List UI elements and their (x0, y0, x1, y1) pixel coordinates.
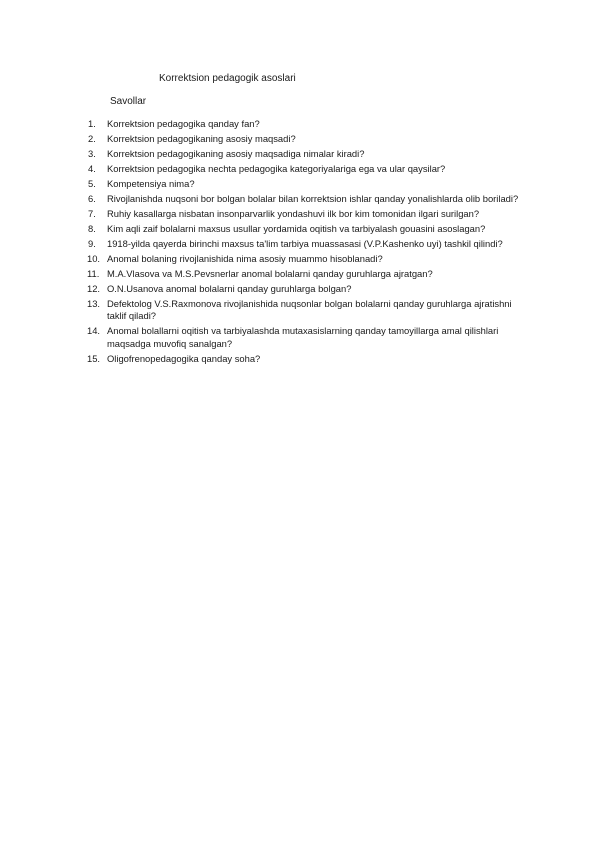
list-item-number: 8. (88, 223, 96, 234)
list-item (0, 193, 519, 205)
list-item-number: 15. (87, 352, 101, 364)
list-item-number: 6. (88, 193, 96, 204)
list-item (0, 238, 519, 250)
list-item-number: 2. (88, 133, 96, 144)
list-item-number: 9. (88, 238, 96, 249)
list-item-text: Anomal bolallarni oqitish va tarbiyalashda mutaxasislarning qanday tamoyillarga amal qilishlari maqsadga muvofiq sanalgan? (107, 325, 499, 349)
list-item-number: 12. (87, 283, 101, 294)
list-item-number: 1. (88, 118, 96, 129)
list-item (0, 118, 519, 130)
section-heading: Savollar (110, 96, 147, 107)
list-item (0, 223, 519, 235)
list-item-number: 4. (88, 163, 96, 174)
list-item-text: Korrektsion pedagogika qanday fan? (107, 118, 260, 129)
list-item (0, 298, 519, 323)
list-item-text: Kim aqli zaif bolalarni maxsus usullar yordamida oqitish va tarbiyalash gouasini asoslagan? (107, 223, 486, 234)
list-item-text: Anomal bolaning rivojlanishida nima asosiy muammo hisoblanadi? (107, 253, 383, 264)
list-item-text: Defektolog V.S.Raxmonova rivojlanishida nuqsonlar bolgan bolalarni qanday guruhlarga ajratishni taklif qiladi? (107, 298, 512, 322)
document-title: Korrektsion pedagogik asoslari (159, 73, 296, 84)
list-item-text: Korrektsion pedagogika nechta pedagogika kategoriyalariga ega va ular qaysilar? (107, 163, 446, 174)
list-item (0, 208, 519, 220)
list-item (0, 268, 519, 280)
list-item-number: 7. (88, 208, 96, 219)
list-item (0, 283, 519, 295)
list-item-text: 1918-yilda qayerda birinchi maxsus ta'lim tarbiya muassasasi (V.P.Kashenko uyi) tashkil qilindi? (107, 238, 503, 249)
question-list (0, 118, 596, 368)
list-item-number: 10. (87, 253, 101, 264)
list-item-text: Rivojlanishda nuqsoni bor bolgan bolalar bilan korrektsion ishlar qanday yonalishlarda olib boriladi? (107, 193, 519, 204)
list-item-text: Korrektsion pedagogikaning asosiy maqsadiga nimalar kiradi? (107, 148, 365, 159)
list-item (0, 163, 519, 175)
list-item-number: 14. (87, 325, 101, 337)
list-item-text: Ruhiy kasallarga nisbatan insonparvarlik yondashuvi ilk bor kim tomonidan ilgari surilgan? (107, 208, 480, 219)
list-item-text: Oligofrenopedagogika qanday soha? (107, 352, 261, 364)
list-item-text: O.N.Usanova anomal bolalarni qanday guruhlarga bolgan? (107, 283, 352, 294)
list-item (0, 133, 519, 145)
list-item (0, 325, 519, 350)
list-item (0, 353, 519, 365)
list-item (0, 148, 519, 160)
list-item-number: 5. (88, 178, 96, 189)
list-item-text: Korrektsion pedagogikaning asosiy maqsadi? (107, 133, 296, 144)
list-item-text: Kompetensiya nima? (107, 178, 195, 189)
list-item-number: 3. (88, 148, 96, 159)
list-item-number: 11. (87, 268, 100, 279)
list-item (0, 253, 519, 265)
list-item-text: M.A.Vlasova va M.S.Pevsnerlar anomal bolalarni qanday guruhlarga ajratgan? (107, 268, 433, 279)
list-item-number: 13. (87, 298, 101, 309)
list-item (0, 178, 519, 190)
